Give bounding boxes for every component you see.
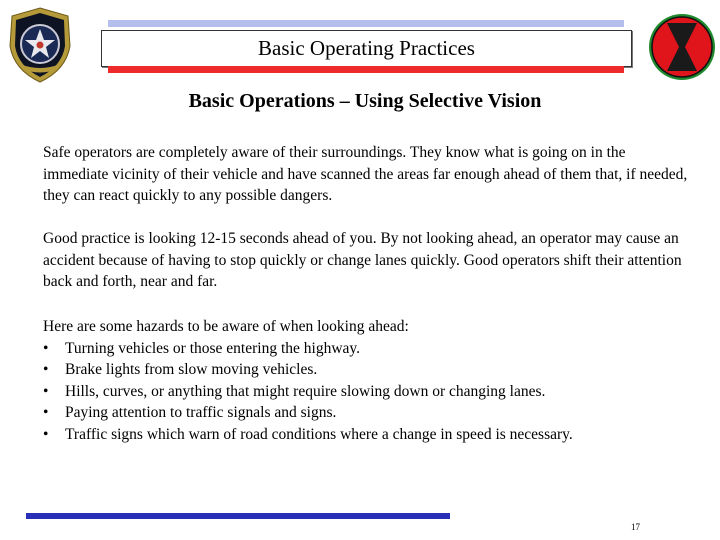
hourglass-division-emblem-icon [648,13,716,81]
hazard-text: Turning vehicles or those entering the highway. [65,339,361,357]
slide-title: Basic Operating Practices [258,36,475,60]
hazards-list [43,338,693,446]
list-item [43,359,693,381]
slide-title-box [101,30,632,67]
hazards-section [43,316,693,445]
hazard-text: Brake lights from slow moving vehicles. [65,361,318,378]
bullet-icon: • [43,339,49,357]
emblem-center [37,42,44,49]
bullet-icon: • [43,382,49,400]
navy-emblem-icon [6,6,74,84]
paragraph-awareness: Safe operators are completely aware of their surroundings. They know what is going on in the immediate vicinity of their vehicle and have scanned the areas far enough ahead of them that, if needed, they can react quickly to any possible dangers. [43,144,688,204]
bullet-icon: • [43,361,49,378]
hazards-intro: Here are some hazards to be aware of when looking ahead: [43,318,409,335]
list-item [43,381,693,403]
page-number: 17 [631,522,640,532]
list-item [43,424,693,446]
hazard-text: Paying attention to traffic signals and signs. [65,404,337,421]
list-item [43,338,693,360]
footer-accent-bar [26,513,450,519]
bullet-icon: • [43,425,49,443]
paragraph-look-ahead: Good practice is looking 12-15 seconds ahead of you. By not looking ahead, an operator may cause an accident because of having to stop quickly or change lanes quickly. Good operators shift their attention back and forth, near and far. [43,230,682,290]
header-accent-bar-red [108,66,624,73]
hazard-text: Hills, curves, or anything that might require slowing down or changing lanes. [65,382,546,400]
header-accent-bar-blue [108,20,624,27]
bullet-icon: • [43,404,49,421]
list-item [43,402,693,424]
slide-subtitle: Basic Operations – Using Selective Vision [188,90,542,112]
hazard-text: Traffic signs which warn of road conditions where a change in speed is necessary. [65,425,573,443]
